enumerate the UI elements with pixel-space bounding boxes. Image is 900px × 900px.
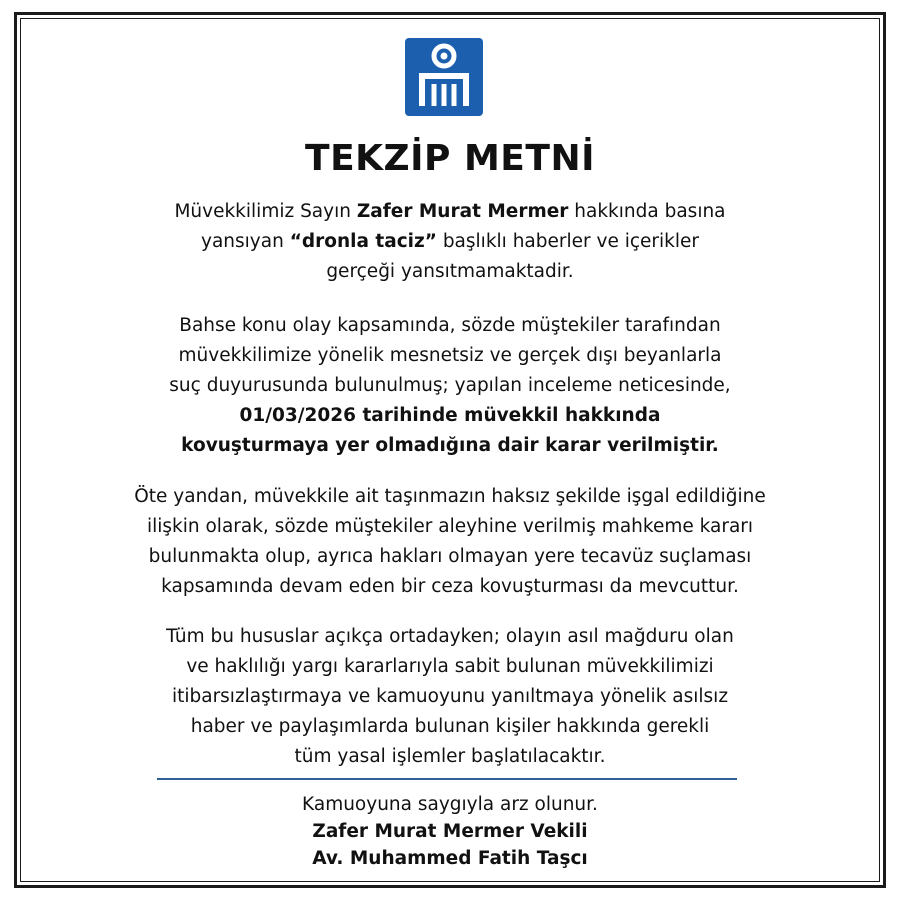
client-name: Zafer Murat Mermer [356, 201, 569, 222]
signer-name: Av. Muhammed Fatih Taşcı [312, 848, 588, 869]
decision-text: kovuşturmaya yer olmadığına dair karar verilmiştir. [181, 435, 719, 456]
closing-regards: Kamuoyuna saygıyla arz olunur. [302, 794, 598, 815]
paragraph-1-line-2 [70, 227, 830, 257]
paragraph-2-line-3: suç duyurusunda bulunulmuş; yapılan inceleme neticesinde, [169, 375, 731, 396]
page-title: TEKZİP METNİ [305, 138, 595, 179]
paragraph-2-line-5 [70, 431, 830, 461]
paragraph-1 [70, 197, 830, 287]
paragraph-3-line-4: kapsamında devam eden bir ceza kovuşturması da mevcuttur. [161, 576, 739, 597]
paragraph-2 [70, 311, 830, 461]
paragraph-4-line-3: itibarsızlaştırmaya ve kamuoyunu yanıltmaya yönelik asılsız [171, 686, 729, 707]
law-firm-logo-icon [405, 38, 483, 116]
paragraph-4-line-5: tüm yasal işlemler başlatılacaktır. [294, 746, 606, 767]
paragraph-4-line-1: Tüm bu hususlar açıkça ortadayken; olayın asıl mağduru olan [166, 626, 734, 647]
quoted-headline: “dronla taciz” [289, 231, 437, 252]
paragraph-1-line-1 [70, 197, 830, 227]
divider-line [157, 778, 737, 780]
paragraph-4-line-4: haber ve paylaşımlarda bulunan kişiler hakkında gerekli [190, 716, 710, 737]
paragraph-3-line-1: Öte yandan, müvekkile ait taşınmazın haksız şekilde işgal edildiğine [134, 486, 766, 507]
closing-block [0, 791, 900, 872]
paragraph-1-line-3: gerçeği yansıtmamaktadir. [326, 261, 574, 282]
decision-date-text: 01/03/2026 tarihinde müvekkil hakkında [239, 405, 661, 426]
text-segment: hakkında basına [568, 201, 726, 222]
paragraph-2-line-1: Bahse konu olay kapsamında, sözde müştekiler tarafından [179, 315, 721, 336]
text-segment: Müvekkilimiz Sayın [174, 201, 357, 222]
paragraph-2-line-2: müvekkilimize yönelik mesnetsiz ve gerçek dışı beyanlarla [178, 345, 722, 366]
paragraph-2-line-4 [70, 401, 830, 431]
signer-title: Zafer Murat Mermer Vekili [312, 821, 588, 842]
text-segment: başlıklı haberler ve içerikler [436, 231, 699, 252]
paragraph-3 [70, 482, 830, 602]
paragraph-4 [70, 622, 830, 772]
paragraph-3-line-2: ilişkin olarak, sözde müştekiler aleyhine verilmiş mahkeme kararı [146, 516, 754, 537]
paragraph-3-line-3: bulunmakta olup, ayrıca hakları olmayan yere tecavüz suçlaması [148, 546, 752, 567]
paragraph-4-line-2: ve haklılığı yargı kararlarıyla sabit bulunan müvekkilimizi [186, 656, 714, 677]
text-segment: yansıyan [201, 231, 290, 252]
